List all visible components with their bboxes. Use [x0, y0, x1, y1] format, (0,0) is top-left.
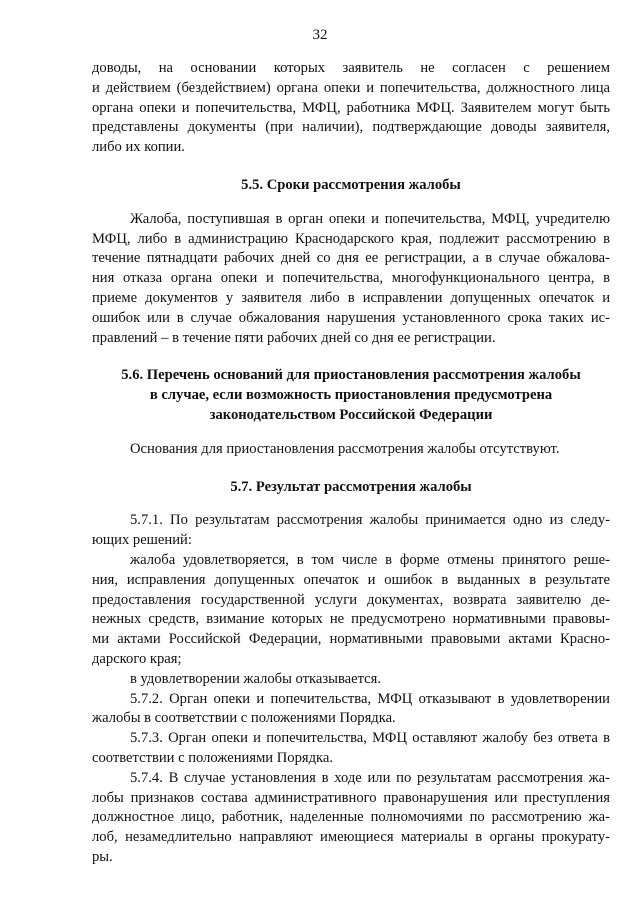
text-line: ошибок или в случае обжалования нарушения установленного срока таких ис-: [92, 309, 610, 326]
text-line: нежных средств, взимание которых не предусмотрено нормативными правовы-: [92, 611, 610, 628]
text-line: 5.7.2. Орган опеки и попечительства, МФЦ отказывают в удовлетворении: [130, 690, 610, 707]
section-5-6-heading: [92, 366, 610, 425]
text-line: 5.7.3. Орган опеки и попечительства, МФЦ оставляют жалобу без ответа в: [130, 730, 610, 747]
section-5-6-text: Основания для приостановления рассмотрения жалобы отсутствуют.: [130, 440, 560, 457]
text-line: органа опеки и попечительства, МФЦ, работника МФЦ. Заявителем могут быть: [92, 99, 610, 116]
text-line: МФЦ, либо в администрацию Краснодарского края, подлежит рассмотрению в: [92, 230, 610, 247]
section-5-7-paragraph: [92, 511, 610, 867]
text-line: либо их копии.: [92, 139, 185, 156]
text-line: ры.: [92, 848, 113, 865]
text-line: ния отказа органа опеки и попечительства, многофункционального центра, в: [92, 270, 610, 287]
section-5-5-heading: 5.5. Сроки рассмотрения жалобы: [241, 176, 461, 193]
text-line: ющих решений:: [92, 532, 192, 549]
text-line: в удовлетворении жалобы отказывается.: [130, 670, 382, 687]
text-line: 5.7.4. В случае установления в ходе или по результатам рассмотрения жа-: [130, 769, 610, 786]
heading-line: в случае, если возможность приостановления предусмотрена: [149, 387, 553, 404]
text-line: правлений – в течение пяти рабочих дней со дня ее регистрации.: [92, 329, 496, 346]
text-line: должностное лицо, работник, наделенные полномочиями по рассмотрению жа-: [92, 809, 610, 826]
intro-paragraph: [92, 59, 610, 158]
text-line: доводы, на основании которых заявитель не согласен с решением: [92, 60, 610, 76]
heading-line: 5.6. Перечень оснований для приостановления рассмотрения жалобы: [121, 367, 581, 384]
text-line: представлены документы (при наличии), подтверждающие доводы заявителя,: [92, 119, 610, 136]
text-line: дарского края;: [92, 650, 182, 667]
document-body: [92, 59, 610, 868]
text-line: жалоба удовлетворяется, в том числе в форме отмены принятого реше-: [130, 551, 610, 568]
text-line: и действием (бездействием) органа опеки и попечительства, должностного лица: [92, 79, 610, 96]
text-line: Жалоба, поступившая в орган опеки и попечительства, МФЦ, учредителю: [130, 210, 610, 227]
text-line: 5.7.1. По результатам рассмотрения жалобы принимается одно из следу-: [130, 512, 610, 529]
section-5-5-paragraph: [92, 210, 610, 349]
text-line: соответствии с положениями Порядка.: [92, 749, 334, 766]
text-line: ния, исправления допущенных опечаток и ошибок в выданных в результате: [92, 571, 610, 588]
section-5-7-heading: 5.7. Результат рассмотрения жалобы: [230, 478, 472, 495]
text-line: предоставления государственной услуги документах, возврата заявителю де-: [92, 591, 610, 608]
text-line: лоб, незамедлительно направляют имеющиеся материалы в органы прокурату-: [92, 829, 610, 846]
text-line: жалобы в соответствии с положениями Порядка.: [92, 710, 396, 727]
text-line: ми актами Российской Федерации, нормативными правовыми актами Красно-: [92, 631, 610, 648]
text-line: приеме документов у заявителя либо в исправлении допущенных опечаток и: [92, 289, 610, 306]
text-line: лобы признаков состава административного правонарушения или преступления: [92, 789, 610, 806]
text-line: течение пятнадцати рабочих дней со дня ее регистрации, а в случае обжалова-: [92, 250, 610, 267]
heading-line: законодательством Российской Федерации: [209, 406, 493, 423]
page-number: 32: [312, 27, 328, 43]
